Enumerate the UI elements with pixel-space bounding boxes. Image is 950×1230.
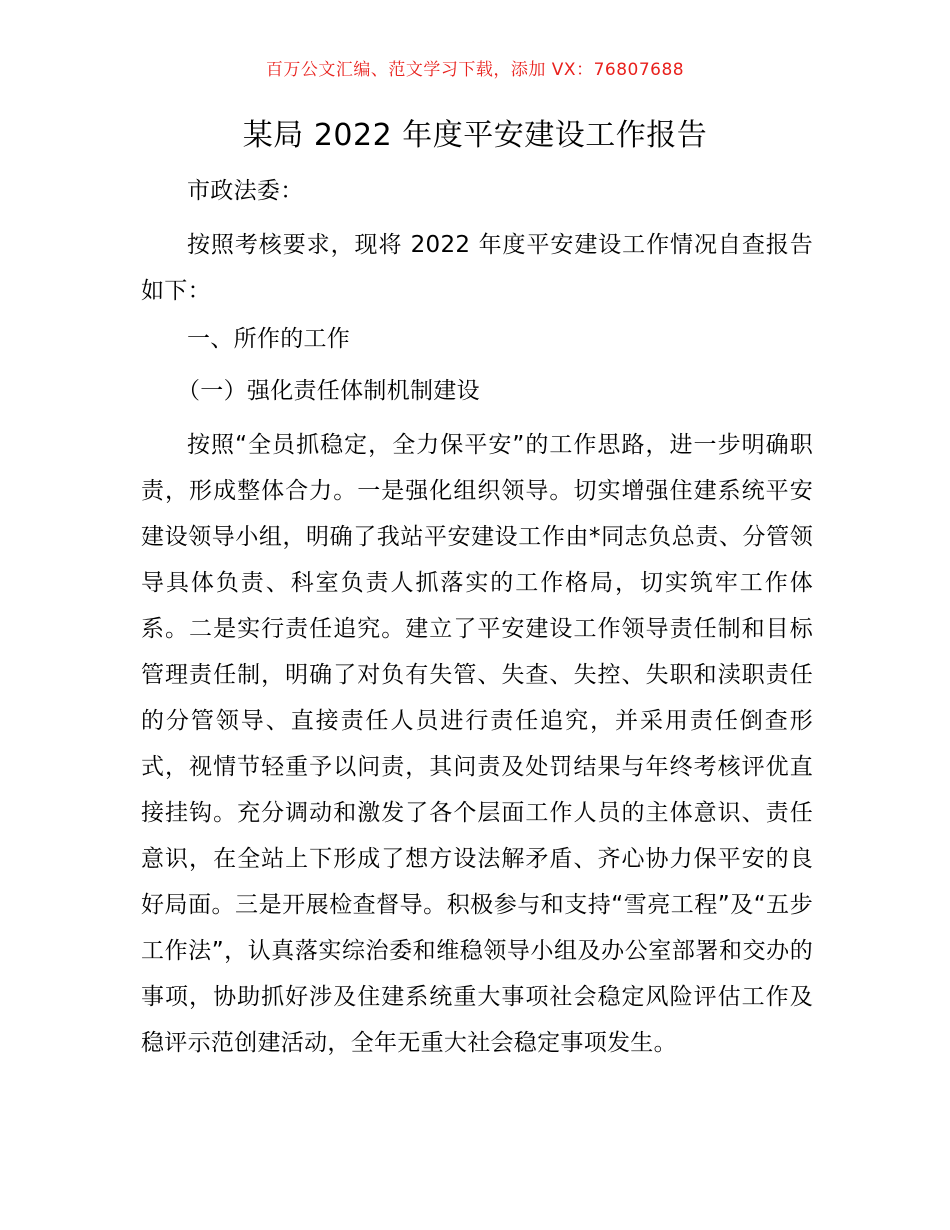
body-paragraph: 按照“全员抓稳定，全力保平安”的工作思路，进一步明确职责，形成整体合力。一是强化组织领导。切实增强住建系统平安建设领导小组，明确了我站平安建设工作由*同志负总责、分管领导具体负责、科室负责人抓落实的工作格局，切实筑牢工作体系。二是实行责任追究。建立了平安建设工作领导责任制和目标管理责任制，明确了对负有失管、失查、失控、失职和渎职责任的分管领导、直接责任人员进行责任追究，并采用责任倒查形式，视情节轻重予以问责，其问责及处罚结果与年终考核评优直接挂钩。充分调动和激发了各个层面工作人员的主体意识、责任意识，在全站上下形成了想方设法解矛盾、齐心协力保平安的良好局面。三是开展检查督导。积极参与和支持“雪亮工程”及“五步工作法”，认真落实综治委和维稳领导小组及办公室部署和交办的事项，协助抓好涉及住建系统重大事项社会稳定风险评估工作及稳评示范创建活动，全年无重大社会稳定事项发生。 xyxy=(141,432,813,1056)
subsection-heading: （一）强化责任体制机制建设 xyxy=(177,378,480,404)
salutation: 市政法委： xyxy=(187,178,304,204)
section-heading: 一、所作的工作 xyxy=(187,326,351,352)
intro-paragraph: 按照考核要求，现将 2022 年度平安建设工作情况自查报告如下： xyxy=(141,232,813,304)
document-title: 某局 2022 年度平安建设工作报告 xyxy=(242,118,708,153)
watermark-header: 百万公文汇编、范文学习下载，添加 VX：76807688 xyxy=(265,60,685,80)
